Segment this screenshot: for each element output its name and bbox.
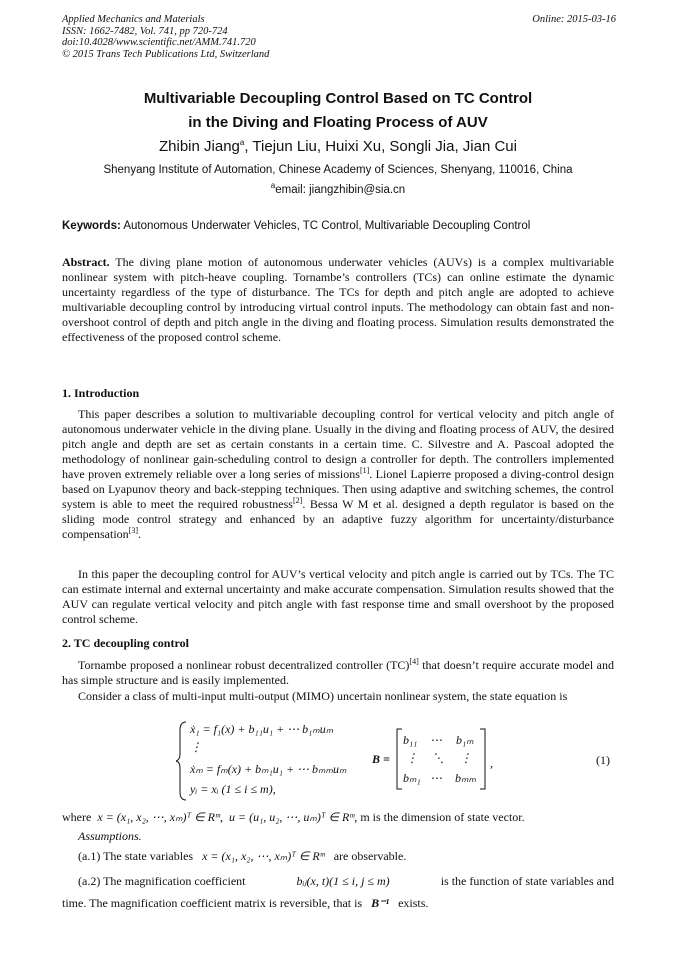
paper-title-line2: in the Diving and Floating Process of AUV [188,114,488,131]
keywords [62,220,622,232]
equation-number: (1) [596,753,610,767]
assumptions-heading: Assumptions. [78,829,142,843]
intro-text-b: . Lionel Lapierre proposed a diving-control design based on Lyapunov theory and back-stepping techniques. Then using adaptive and switching schemes, the control system is able to meet the required robustness [62,467,614,511]
matrix-b1m: b₁ₘ [456,733,474,747]
citation-4[interactable]: [4] [409,657,419,666]
matrix-bmm: bₘₘ [455,771,476,785]
citation-2[interactable]: [2] [292,496,303,505]
matrix-dots-32: ⋯ [430,771,442,785]
author-sup: a [239,138,245,147]
tc-paragraph-2: Consider a class of multi-input multi-output (MIMO) uncertain nonlinear system, the state equation is [78,689,568,703]
a1-tail: are observable. [333,849,407,863]
a3-tail: exists. [398,896,429,910]
email-text: email: jiangzhibin@sia.cn [275,184,406,196]
online-date: Online: 2015-03-16 [532,14,616,25]
tc-text-b: that doesn’t require accurate model and has simple structure and is easily implemented. [62,658,614,687]
journal-name: Applied Mechanics and Materials [62,14,205,25]
where-tail: m is the dimension of state vector. [360,810,525,824]
where-text: where [62,810,92,824]
matrix-comma: , [490,756,493,770]
intro-paragraph-1 [62,407,614,542]
author-list [62,138,614,155]
intro-paragraph-2: In this paper the decoupling control for AUV’s vertical velocity and pitch angle is carried out by TCs. The TC can estimate internal and external uncertainty and make accurate compensation. Simulation results showed that the AUV can regulate vertical velocity and pitch angle with fast response time and small overshoot by the proposed control scheme. [62,567,614,626]
abstract-text: The diving plane motion of autonomous underwater vehicles (AUVs) is a complex multivariable nonlinear system with pitch-heave coupling. Tornambe’s controllers (TCs) can online estimate the dynamic uncertainty regardless of the type of disturbance. The TCs for depth and pitch angle are adopted to achieve multivariable decoupling control by introducing virtual control inputs. The methodology can obtain fast and non-overshoot control of depth and pitch angle in the diving and floating process. Simulation results demonstrated the effectiveness of the proposed control scheme. [62,255,614,344]
author-rest: , Tiejun Liu, Huixi Xu, Songli Jia, Jian Cui [244,138,517,155]
eq-line-4: yᵢ = xᵢ (1 ≤ i ≤ m), [190,782,276,796]
matrix-b11: b₁₁ [403,733,418,747]
issn-line: ISSN: 1662-7482, Vol. 741, pp 720-724 [62,25,228,37]
a1-text: (a.1) The state variables [78,849,194,863]
matrix-dots-22: ⋱ [432,751,444,765]
a2-tail: is the function of state variables and [440,874,614,888]
matrix-B-label: B = [372,752,390,766]
tc-text-a: Tornambe proposed a nonlinear robust decentralized controller (TC) [78,658,410,672]
a2-math: bᵢⱼ(x, t)(1 ≤ i, j ≤ m) [296,874,390,888]
author-first: Zhibin Jiang [159,138,240,155]
assumption-a2-continued [62,896,614,911]
abstract-label: Abstract. [62,255,110,269]
copyright-line: © 2015 Trans Tech Publications Ltd, Switzerland [62,48,270,60]
a3-math: B⁻¹ [371,896,390,910]
matrix-bm1: bₘ₁ [403,771,421,785]
matrix-dots-23: ⋮ [460,751,472,765]
affiliation: Shenyang Institute of Automation, Chinese Academy of Sciences, Shenyang, 110016, China [103,164,573,176]
a2-text: (a.2) The magnification coefficient [78,874,246,888]
where-u-def: u = (u₁, u₂, ⋯, uₘ)ᵀ ∈ Rᵐ, [228,810,358,824]
journal-header [62,14,269,60]
citation-3[interactable]: [3] [128,526,138,535]
email-line [62,181,614,196]
a1-math: x = (x₁, x₂, ⋯, xₘ)ᵀ ∈ Rᵐ [202,849,325,863]
system-brace [176,720,188,802]
abstract [62,255,614,345]
keywords-label: Keywords: [62,220,121,232]
where-x-def: x = (x₁, x₂, ⋯, xₘ)ᵀ ∈ Rᵐ, [97,810,223,824]
assumption-a1 [62,849,614,864]
matrix-dots-12: ⋯ [430,733,442,747]
keywords-text: Autonomous Underwater Vehicles, TC Control, Multivariable Decoupling Control [120,220,531,232]
section-2-heading: 2. TC decoupling control [62,636,189,650]
intro-text-d: . [137,527,141,541]
eq-line-2: ⋮ [190,740,202,754]
where-line [62,810,614,825]
assumption-a2 [62,874,614,889]
email-sup: a [270,181,276,191]
matrix-dots-21: ⋮ [406,751,418,765]
eq-line-1: ẋ₁ = f₁(x) + b₁₁u₁ + ⋯ b₁ₘuₘ [190,722,334,736]
a3-text: time. The magnification coefficient matrix is reversible, that is [62,896,363,910]
citation-1[interactable]: [1] [359,466,370,475]
tc-paragraph-1 [62,658,614,688]
intro-text-c: . Bessa W M et al. designed a depth regulator is based on the sliding mode control strategy and enhanced by an adaptive fuzzy algorithm for uncertainty/disturbance compensation [62,497,614,541]
paper-title-line1: Multivariable Decoupling Control Based on TC Control [143,90,533,107]
intro-text-a: This paper describes a solution to multivariable decoupling control for vertical velocity and pitch angle of autonomous underwater vehicle in the diving plane. Usually in the diving and floating process of AUV, the desired pitch angle and depth are set as certain constants in a certain time. C. Silvestre and A. Pascoal adopted the methodology of nonlinear gain-scheduling control to design a controller for depth. The controllers implemented have proven extremely reliable over a long series of missions [62,407,614,481]
doi-line: doi:10.4028/www.scientific.net/AMM.741.720 [62,37,256,48]
section-1-heading: 1. Introduction [62,386,140,400]
eq-line-3: ẋₘ = fₘ(x) + bₘ₁u₁ + ⋯ bₘₘuₘ [190,762,347,776]
